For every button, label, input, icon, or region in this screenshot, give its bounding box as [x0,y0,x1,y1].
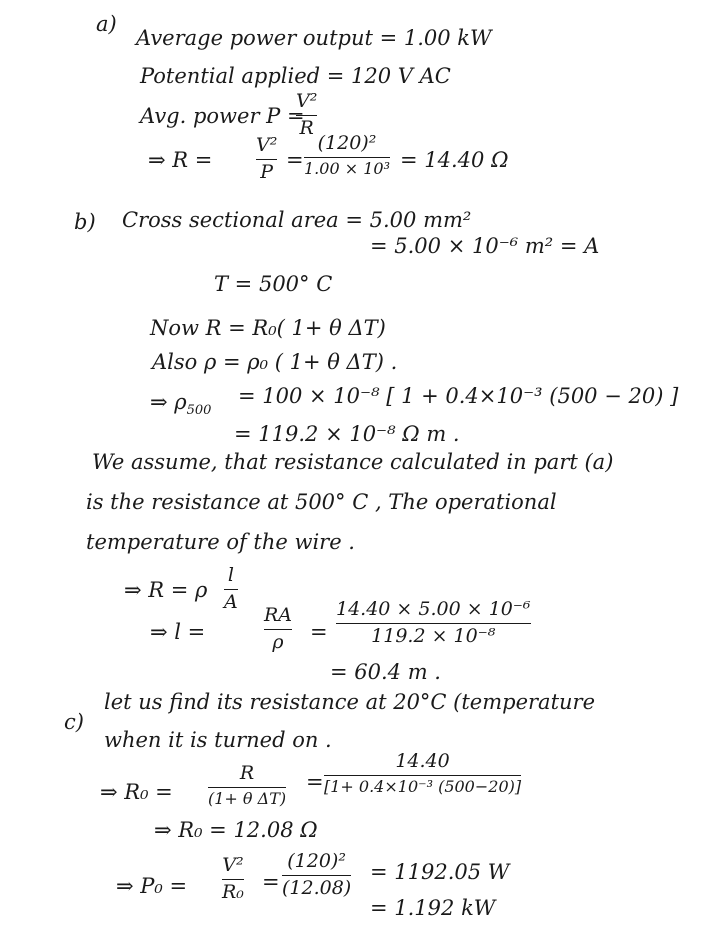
fraction-denominator: [1+ 0.4×10⁻³ (500−20)] [324,776,522,796]
part-a-result: = 14.40 Ω [400,148,509,172]
fraction-numerator: V² [256,134,278,156]
fraction-numerator: (120)² [317,132,377,154]
fraction-denominator: (12.08) [282,876,352,899]
part-b-line-4: Now R = R₀( 1+ θ ΔT) [150,316,386,340]
fraction-numerator: RA [264,604,293,626]
fraction-denominator: R [299,116,314,139]
part-c-line-3-fraction-2 [282,852,351,899]
part-a-line-3-fraction [296,92,317,139]
rho-subscript: 500 [186,403,212,419]
part-b-line-6-rhs: = 100 × 10⁻⁸ [ 1 + 0.4×10⁻³ (500 − 20) ] [238,384,679,408]
assumption-line-1: We assume, that resistance calculated in part (a) [92,450,614,474]
fraction-numerator: V² [296,90,318,112]
part-c-line-2: ⇒ R₀ = 12.08 Ω [154,818,318,842]
fraction-numerator: l [227,564,234,586]
part-c-line-3-equals: = [262,870,280,894]
fraction-denominator: A [224,590,238,613]
fraction-bar [296,115,317,116]
part-b-line-6-lhs [150,390,212,419]
fraction-numerator: 14.40 [395,750,450,772]
assumption-line-2: is the resistance at 500° C , The operational [86,490,557,514]
fraction-denominator: 119.2 × 10⁻⁸ [371,624,496,647]
rho-symbol: ⇒ ρ [150,390,187,414]
part-c-result-watts: = 1192.05 W [370,860,510,884]
fraction-denominator: (1+ θ ΔT) [208,788,287,808]
fraction-numerator: V² [222,854,244,876]
fraction-numerator: (120)² [287,850,346,872]
part-a-line-4-equals: = [286,148,304,172]
part-a-line-4-fraction-2 [304,134,390,178]
part-a-line-3-lhs: Avg. power P = [140,104,305,128]
part-c-intro-line-2: when it is turned on . [104,728,332,752]
fraction-denominator: 1.00 × 10³ [304,158,390,178]
part-b-line-1: Cross sectional area = 5.00 mm² [122,208,472,232]
part-b-line-9-fraction-2 [336,600,531,647]
part-c-line-3-lhs: ⇒ P₀ = [116,874,188,898]
fraction-bar [336,623,531,624]
part-c-line-1-fraction-1 [208,764,286,808]
fraction-bar [282,875,351,876]
part-c-intro-line-1: let us find its resistance at 20°C (temperature [104,690,596,714]
fraction-bar [304,157,390,158]
part-c-result-kilowatts: = 1.192 kW [370,896,496,920]
part-a-label: a) [96,12,117,36]
part-c-line-1-lhs: ⇒ R₀ = [100,780,173,804]
part-b-line-9-equals: = [310,620,328,644]
part-c-label: c) [64,710,84,734]
part-b-line-9-fraction-1 [264,606,292,653]
fraction-denominator: R₀ [222,880,244,903]
assumption-line-3: temperature of the wire . [86,530,355,554]
fraction-numerator: 14.40 × 5.00 × 10⁻⁶ [336,598,531,620]
part-b-line-9-lhs: ⇒ l = [150,620,206,644]
fraction-bar [256,159,277,160]
part-b-line-8-fraction [224,566,238,613]
part-c-line-1-equals: = [306,770,324,794]
fraction-numerator: R [239,762,255,784]
part-b-line-7: = 119.2 × 10⁻⁸ Ω m . [234,422,460,446]
part-b-line-5: Also ρ = ρ₀ ( 1+ θ ΔT) . [152,350,398,374]
fraction-bar [208,787,286,788]
part-b-line-2: = 5.00 × 10⁻⁶ m² = A [370,234,600,258]
fraction-denominator: P [260,160,274,183]
part-c-line-1-fraction-2 [324,752,521,796]
fraction-bar [222,879,244,880]
part-a-line-2: Potential applied = 120 V AC [140,64,451,88]
part-a-line-1: Average power output = 1.00 kW [136,26,492,50]
part-b-result: = 60.4 m . [330,660,441,684]
part-b-line-8-lhs: ⇒ R = ρ [124,578,208,602]
fraction-bar [264,629,292,630]
part-c-line-3-fraction-1 [222,856,244,903]
fraction-bar [224,589,238,590]
fraction-denominator: ρ [272,630,284,653]
part-a-line-4-lhs: ⇒ R = [148,148,213,172]
part-b-line-3: T = 500° C [214,272,333,296]
part-b-label: b) [74,210,96,234]
fraction-bar [324,775,521,776]
part-a-line-4-fraction-1 [256,136,277,183]
